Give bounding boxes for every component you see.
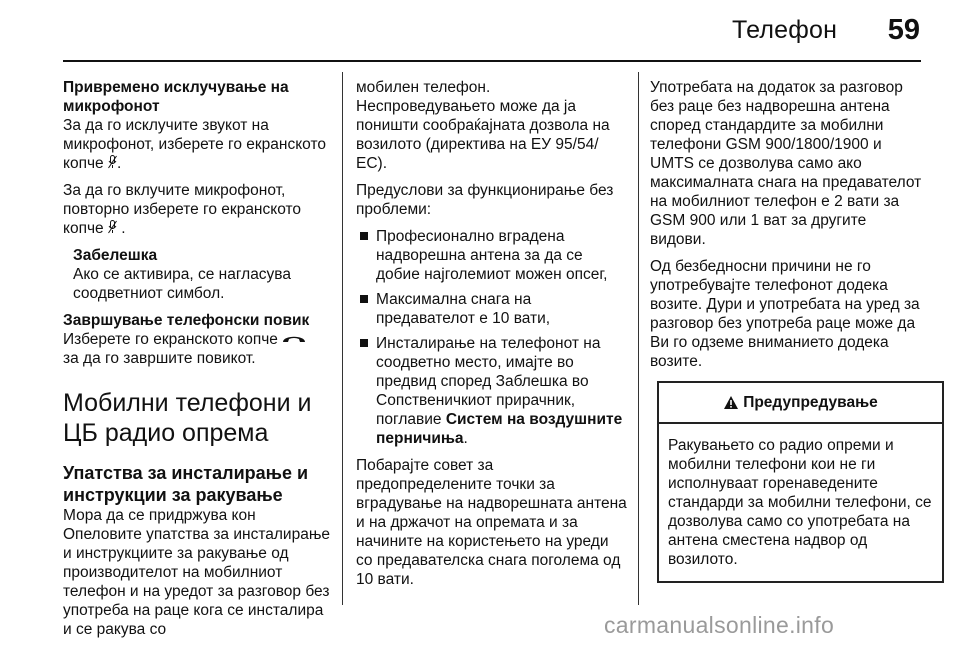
- page-header-title: Телефон: [732, 16, 838, 44]
- warning-box: [657, 381, 944, 583]
- column-1: [63, 78, 331, 647]
- list-item-text: Професионално вградена надворешна антена за да се добие најголемиот можен опсег,: [376, 228, 608, 283]
- microphone-mute-icon: [108, 155, 117, 169]
- list-item: [356, 290, 629, 328]
- advice-paragraph: Побарајте совет за предопределените точки за вградување на надворешната антена и на држачот на опремата и за начините на користењето на уреди со предавателска снага поголема од 10 вати.: [356, 457, 627, 588]
- end-call-text: Изберете го екранското копче: [63, 331, 278, 348]
- prerequisites-list: [356, 227, 629, 448]
- warning-text: Ракувањето со радио опреми и мобилни телефони кои не ги исполнуваат горенаведените стандарди за мобилни телефони, се дозволува само со употребата на антена сместена надвор од возилото.: [668, 437, 932, 568]
- note-text: Ако се активира, се нагласува соодветниот симбол.: [73, 266, 291, 302]
- mute-text-1-end: .: [116, 155, 122, 172]
- header-divider: [63, 60, 921, 62]
- continuation-paragraph: мобилен телефон. Неспроведувањето може да ја поништи сообраќајната дозвола на возилото (директива на ЕУ 95/54/ЕС).: [356, 79, 610, 172]
- end-call-paragraph: [63, 330, 331, 368]
- warning-title: Предупредување: [743, 394, 878, 411]
- section-title: Мобилни телефони и ЦБ радио опрема: [63, 389, 312, 447]
- column-2: [356, 78, 629, 597]
- microphone-mute-icon: [108, 220, 117, 234]
- prerequisites-paragraph: Предуслови за функционирање без проблеми:: [356, 182, 614, 218]
- bullet-square-icon: [360, 232, 368, 240]
- mute-text-2: За да го вклучите микрофонот, повторно изберете го екранското копче: [63, 182, 302, 237]
- list-item: [356, 227, 629, 284]
- end-call-heading: Завршување телефонски повик: [63, 312, 310, 329]
- column-3: [650, 78, 932, 583]
- list-item-text: Инсталирање на телефонот на соодветно место, имајте во предвид според Заблешка во Сопственичкиот прирачник, поглавие: [376, 335, 601, 428]
- mute-paragraph-2: [63, 181, 331, 238]
- watermark: carmanualsonline.info: [604, 612, 835, 638]
- list-item-end: .: [463, 430, 468, 447]
- chapter-reference: Систем на воздушните перничиња: [376, 411, 623, 447]
- note-title: Забелешка: [73, 247, 158, 264]
- column-divider-1: [342, 72, 343, 605]
- warning-triangle-icon: [723, 395, 739, 410]
- mute-heading-line-2: микрофонот: [63, 98, 160, 115]
- end-call-text-end: за да го завршите повикот.: [63, 350, 256, 367]
- list-item-text: Максимална снага на предавателот е 10 вати,: [376, 291, 551, 327]
- mute-heading-line-1: Привремено исклучување на: [63, 79, 289, 96]
- column-divider-2: [638, 72, 639, 605]
- page-number: 59: [887, 14, 920, 46]
- bullet-square-icon: [360, 339, 368, 347]
- safety-paragraph: Од безбедносни причини не го употребувајте телефонот додека возите. Дури и употребата на уред за разговор без употреба раце може да Ви го одземе вниманието додека возите.: [650, 258, 920, 370]
- install-paragraph: Мора да се придржува кон Опеловите упатства за инсталирање и инструкциите за ракување од производителот на мобилниот телефон и на уредот за разговор без употреба на раце кога се инсталира и се ракува со: [63, 507, 331, 638]
- subsection-title: Упатства за инсталирање и инструкции за ракување: [63, 463, 309, 505]
- warning-header: [659, 383, 942, 424]
- mute-heading: [63, 78, 331, 116]
- bullet-square-icon: [360, 295, 368, 303]
- note-block: [73, 246, 331, 303]
- antenna-paragraph: Употребата на додаток за разговор без раце без надворешна антена според стандардите за мобилни телефони GSM 900/1800/1900 и UMTS се дозволува само ако максималната снага на предавателот на мобилниот телефон е 2 вати за GSM 900 или 1 ват за другите видови.: [650, 79, 922, 248]
- hang-up-handset-icon: [282, 331, 306, 344]
- mute-text-1: За да го исклучите звукот на микрофонот, изберете го екранското копче: [63, 117, 327, 172]
- mute-paragraph-1: [63, 116, 331, 173]
- list-item: [356, 334, 629, 448]
- mute-text-2-end: .: [116, 220, 126, 237]
